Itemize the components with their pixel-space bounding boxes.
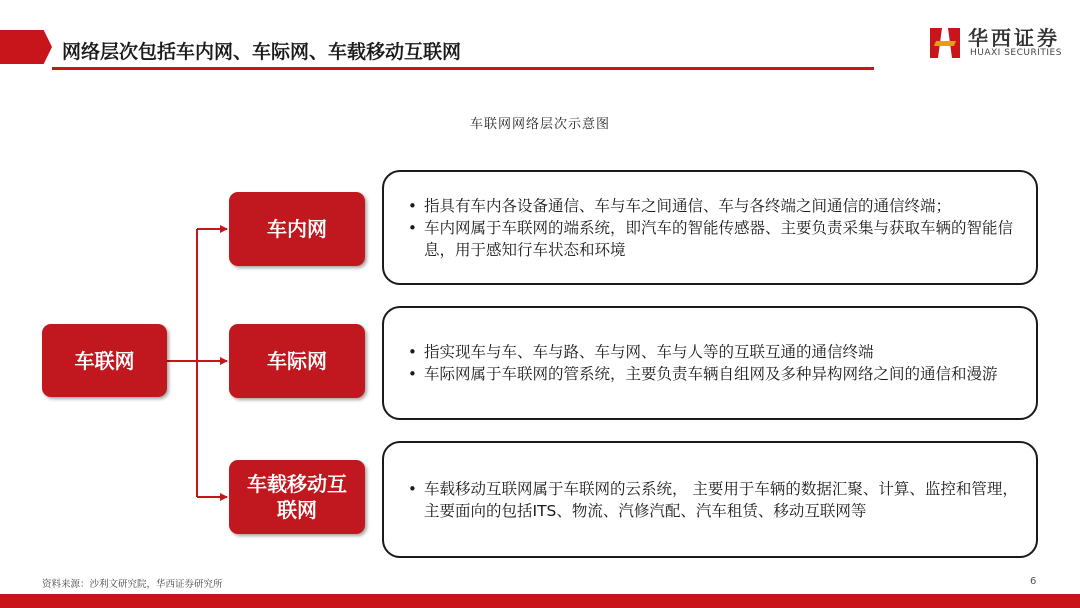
- page-number: 6: [1030, 576, 1037, 587]
- node-inter-vehicle-network: 车际网: [229, 324, 365, 398]
- desc-box-inter-vehicle: [382, 306, 1038, 420]
- desc-box-in-vehicle: [382, 170, 1038, 285]
- logo-name-cn: 华西证券: [968, 26, 1060, 50]
- source-note: 资料来源：沙利文研究院，华西证券研究所: [42, 579, 223, 590]
- huaxi-logo-icon: [928, 26, 962, 60]
- node-root: 车联网: [42, 324, 167, 397]
- header-arrow-marker: [0, 30, 52, 64]
- node-mobile-internet: [229, 460, 365, 534]
- desc-bullet: • 车际网属于车联网的管系统，主要负责车辆自组网及多种异构网络之间的通信和漫游: [408, 363, 1020, 385]
- desc-bullet: • 指实现车与车、车与路、车与网、车与人等的互联互通的通信终端: [408, 341, 1020, 363]
- diagram-title: 车联网网络层次示意图: [469, 117, 610, 132]
- node-mobile-internet-label: 车载移动互联网: [247, 472, 347, 522]
- desc-bullet: • 车载移动互联网属于车联网的云系统， 主要用于车辆的数据汇聚、计算、监控和管理，主要面向的包括ITS、物流、汽修汽配、汽车租赁、移动互联网等: [408, 478, 1020, 522]
- desc-box-mobile-internet: [382, 441, 1038, 558]
- header-divider: [52, 67, 874, 70]
- node-in-vehicle-network: 车内网: [229, 192, 365, 266]
- desc-bullet: • 指具有车内各设备通信、车与车之间通信、车与各终端之间通信的通信终端；: [408, 195, 1020, 217]
- logo-name-en: HUAXI SECURITIES: [970, 48, 1062, 58]
- footer-bar: [0, 594, 1080, 608]
- desc-bullet: • 车内网属于车联网的端系统，即汽车的智能传感器、主要负责采集与获取车辆的智能信息，用于感知行车状态和环境: [408, 217, 1020, 261]
- slide-title: 网络层次包括车内网、车际网、车载移动互联网: [62, 41, 462, 63]
